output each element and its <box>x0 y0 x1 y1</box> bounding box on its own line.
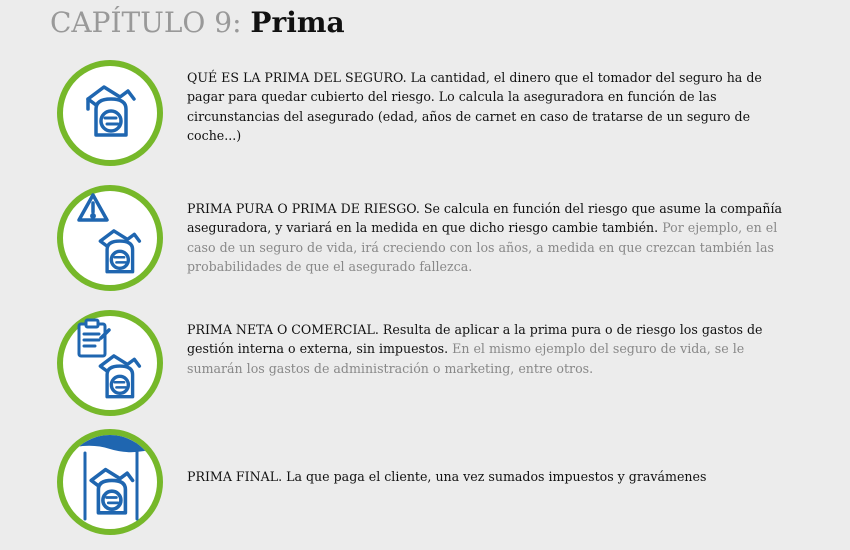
item-primary-text: PRIMA FINAL. La que paga el cliente, una vez sumados impuestos y gravámenes <box>187 469 707 484</box>
item-primary-text: PRIMA PURA O PRIMA DE RIESGO. Se calcula en función del riesgo que asume la compañía aseguradora, y variará en la medida en que dicho riesgo cambie también. <box>187 201 783 236</box>
list-item <box>55 308 845 428</box>
list-item <box>55 427 845 547</box>
item-text <box>187 68 797 146</box>
item-text <box>187 467 797 486</box>
item-secondary-text: En el mismo ejemplo del seguro de vida, se le sumarán los gastos de administración o marketing, entre otros. <box>187 341 745 376</box>
item-text <box>187 199 797 277</box>
page-title <box>50 7 345 39</box>
clipboard-house-icon <box>55 308 165 418</box>
item-primary-text: QUÉ ES LA PRIMA DEL SEGURO. La cantidad, el dinero que el tomador del seguro ha de pagar para quedar cubierto del riesgo. Lo calcula la aseguradora en función de las circunstancias del asegurado (edad, años de carnet en caso de tratarse de un seguro de coche...) <box>187 70 762 144</box>
chapter-label: CAPÍTULO 9: <box>50 6 242 39</box>
warning-house-icon <box>55 183 165 293</box>
chapter-topic: Prima <box>250 6 345 39</box>
list-item <box>55 183 845 303</box>
house-money-icon <box>55 58 165 168</box>
item-secondary-text: Por ejemplo, en el caso de un seguro de vida, irá creciendo con los años, a medida en que crezcan también las probabilidades de que el asegurado fallezca. <box>187 220 778 275</box>
item-text <box>187 320 797 378</box>
item-primary-text: PRIMA NETA O COMERCIAL. Resulta de aplicar a la prima pura o de riesgo los gastos de gestión interna o externa, sin impuestos. <box>187 322 763 357</box>
flag-house-icon <box>55 427 165 537</box>
list-item <box>55 58 845 178</box>
